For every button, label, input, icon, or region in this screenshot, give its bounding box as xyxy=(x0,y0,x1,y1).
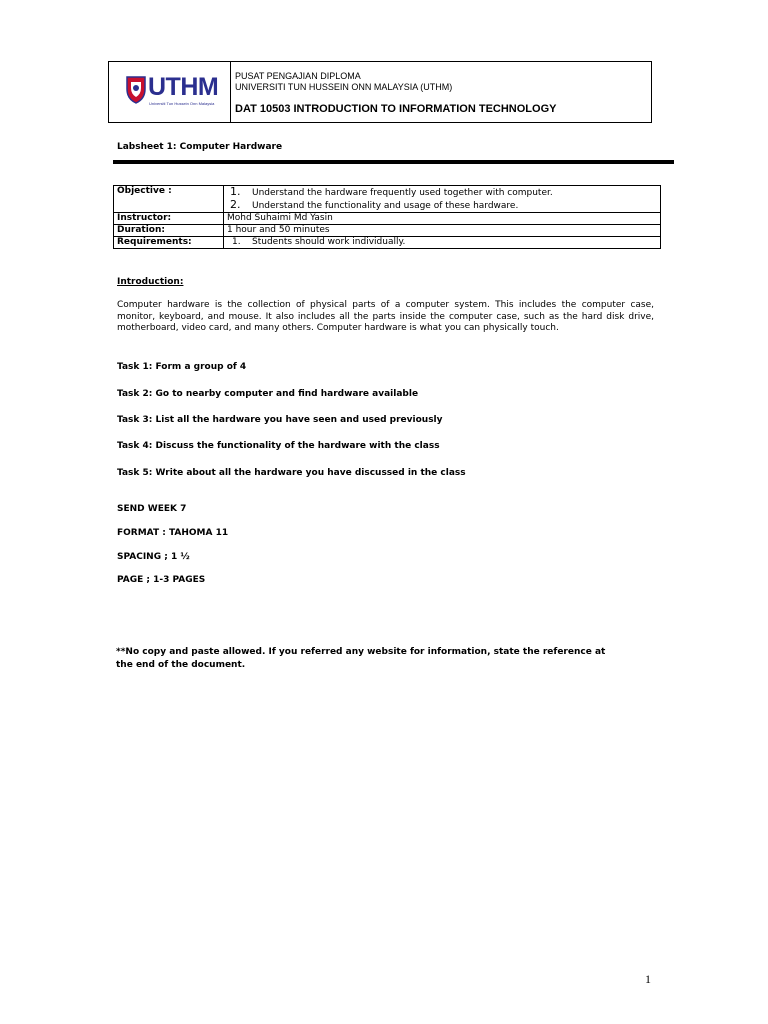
title-divider xyxy=(113,160,674,164)
task-2: Task 2: Go to nearby computer and find hardware available xyxy=(117,389,419,399)
duration-label: Duration: xyxy=(114,225,224,237)
requirement-number: 1. xyxy=(232,237,241,247)
logo-subtext: Universiti Tun Hussein Onn Malaysia xyxy=(149,101,215,106)
page-number: 1 xyxy=(645,972,651,986)
logo-wordmark: UTHM xyxy=(148,73,219,101)
course-title: DAT 10503 INTRODUCTION TO INFORMATION TECHNOLOGY xyxy=(235,103,557,115)
objective-item xyxy=(227,186,657,199)
instructor-row xyxy=(114,213,661,225)
task-5: Task 5: Write about all the hardware you have discussed in the class xyxy=(117,468,466,478)
objective-item xyxy=(227,199,657,212)
introduction-heading: Introduction: xyxy=(117,277,184,287)
objective-label: Objective : xyxy=(114,186,224,213)
instructor-value: Mohd Suhaimi Md Yasin xyxy=(224,213,661,225)
requirements-cell xyxy=(224,237,661,249)
instructor-label: Instructor: xyxy=(114,213,224,225)
uthm-logo xyxy=(125,73,225,113)
plagiarism-note: **No copy and paste allowed. If you referred any website for information, state the reference at the end of the document. xyxy=(116,647,606,670)
format-spec: FORMAT : TAHOMA 11 xyxy=(117,528,229,538)
objective-cell xyxy=(224,186,661,213)
objective-text: Understand the functionality and usage of these hardware. xyxy=(252,201,519,211)
introduction-paragraph: Computer hardware is the collection of physical parts of a computer system. This includes the computer case, monitor, keyboard, and mouse. It also includes all the parts inside the computer case, such as the hard disk drive, motherboard, video card, and many others. Computer hardware is what you can physically touch. xyxy=(117,300,654,333)
labsheet-title: Labsheet 1: Computer Hardware xyxy=(117,142,283,152)
crest-icon xyxy=(125,74,147,104)
objective-number: 2. xyxy=(230,198,241,211)
requirement-text: Students should work individually. xyxy=(252,237,406,247)
send-week: SEND WEEK 7 xyxy=(117,504,187,514)
page-spec: PAGE ; 1-3 PAGES xyxy=(117,575,206,585)
header-text xyxy=(235,71,556,115)
requirements-label: Requirements: xyxy=(114,237,224,249)
objective-text: Understand the hardware frequently used together with computer. xyxy=(252,188,553,198)
logo-cell xyxy=(109,62,231,122)
school-name: PUSAT PENGAJIAN DIPLOMA xyxy=(235,71,361,81)
info-table xyxy=(113,185,661,249)
spacing-spec: SPACING ; 1 ½ xyxy=(117,552,190,562)
duration-row xyxy=(114,225,661,237)
task-1: Task 1: Form a group of 4 xyxy=(117,362,247,372)
task-4: Task 4: Discuss the functionality of the hardware with the class xyxy=(117,441,440,451)
objective-number: 1. xyxy=(230,185,241,198)
task-3: Task 3: List all the hardware you have seen and used previously xyxy=(117,415,443,425)
objective-row xyxy=(114,186,661,213)
duration-value: 1 hour and 50 minutes xyxy=(224,225,661,237)
university-name: UNIVERSITI TUN HUSSEIN ONN MALAYSIA (UTHM) xyxy=(235,82,453,92)
header-box xyxy=(108,61,652,123)
requirements-row xyxy=(114,237,661,249)
